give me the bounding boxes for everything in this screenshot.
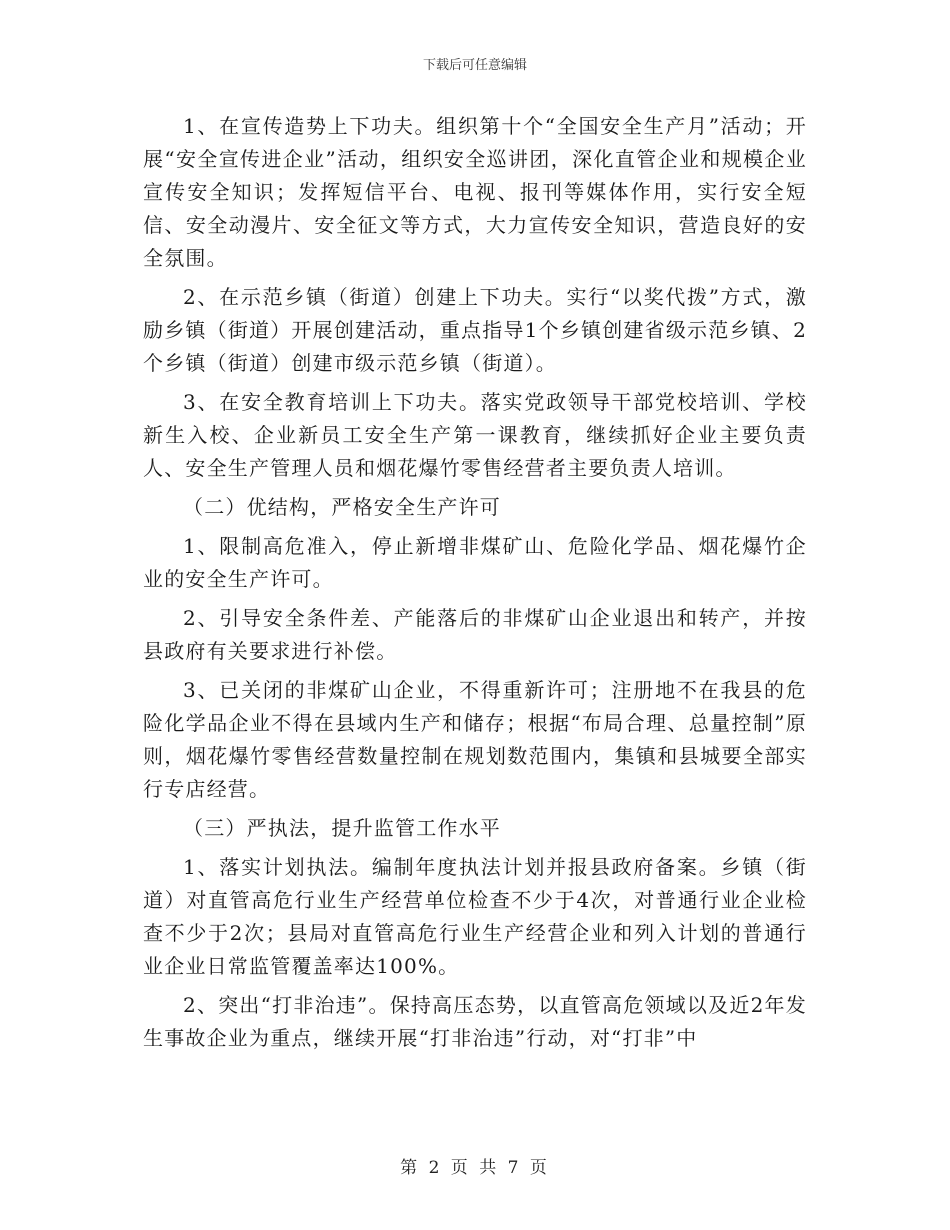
section-heading-enforcement: （三）严执法，提升监管工作水平 [183, 816, 501, 840]
paragraph-exit-transition: 2、引导安全条件差、产能落后的非煤矿山企业退出和转产，并按县政府有关要求进行补偿。 [143, 606, 807, 663]
page-number-footer: 第 2 页 共 7 页 [400, 1158, 550, 1178]
paragraph-publicity: 1、在宣传造势上下功夫。组织第十个“全国安全生产月”活动；开展“安全宣传进企业”活动，组织安全巡讲团，深化直管企业和规模企业宣传安全知识；发挥短信平台、电视、报刊等媒体作用，实行安全短信、安全动漫片、安全征文等方式，大力宣传安全知识，营造良好的安全氛围。 [143, 114, 807, 270]
paragraph-demonstration-towns: 2、在示范乡镇（街道）创建上下功夫。实行“以奖代拨”方式，激励乡镇（街道）开展创建活动，重点指导1个乡镇创建省级示范乡镇、2个乡镇（街道）创建市级示范乡镇（街道）。 [143, 285, 807, 375]
page-header: 下载后可任意编辑 [422, 58, 527, 73]
paragraph-crackdown: 2、突出“打非治违”。保持高压态势，以直管高危领域以及近2年发生事故企业为重点，继续开展“打非治违”行动，对“打非”中 [143, 993, 807, 1050]
document-body [143, 110, 807, 1055]
paragraph-restrict-entry: 1、限制高危准入，停止新增非煤矿山、危险化学品、烟花爆竹企业的安全生产许可。 [143, 534, 807, 591]
paragraph-planned-enforcement: 1、落实计划执法。编制年度执法计划并报县政府备案。乡镇（街道）对直管高危行业生产经营单位检查不少于4次，对普通行业企业检查不少于2次；县局对直管高危行业生产经营企业和列入计划的普通行业企业日常监管覆盖率达100%。 [143, 855, 807, 978]
paragraph-safety-training: 3、在安全教育培训上下功夫。落实党政领导干部党校培训、学校新生入校、企业新员工安全生产第一课教育，继续抓好企业主要负责人、安全生产管理人员和烟花爆竹零售经营者主要负责人培训。 [143, 390, 807, 480]
paragraph-closed-mines: 3、已关闭的非煤矿山企业，不得重新许可；注册地不在我县的危险化学品企业不得在县域内生产和储存；根据“布局合理、总量控制”原则，烟花爆竹零售经营数量控制在规划数范围内，集镇和县城要全部实行专店经营。 [143, 678, 807, 801]
section-heading-licensing: （二）优结构，严格安全生产许可 [183, 495, 501, 519]
